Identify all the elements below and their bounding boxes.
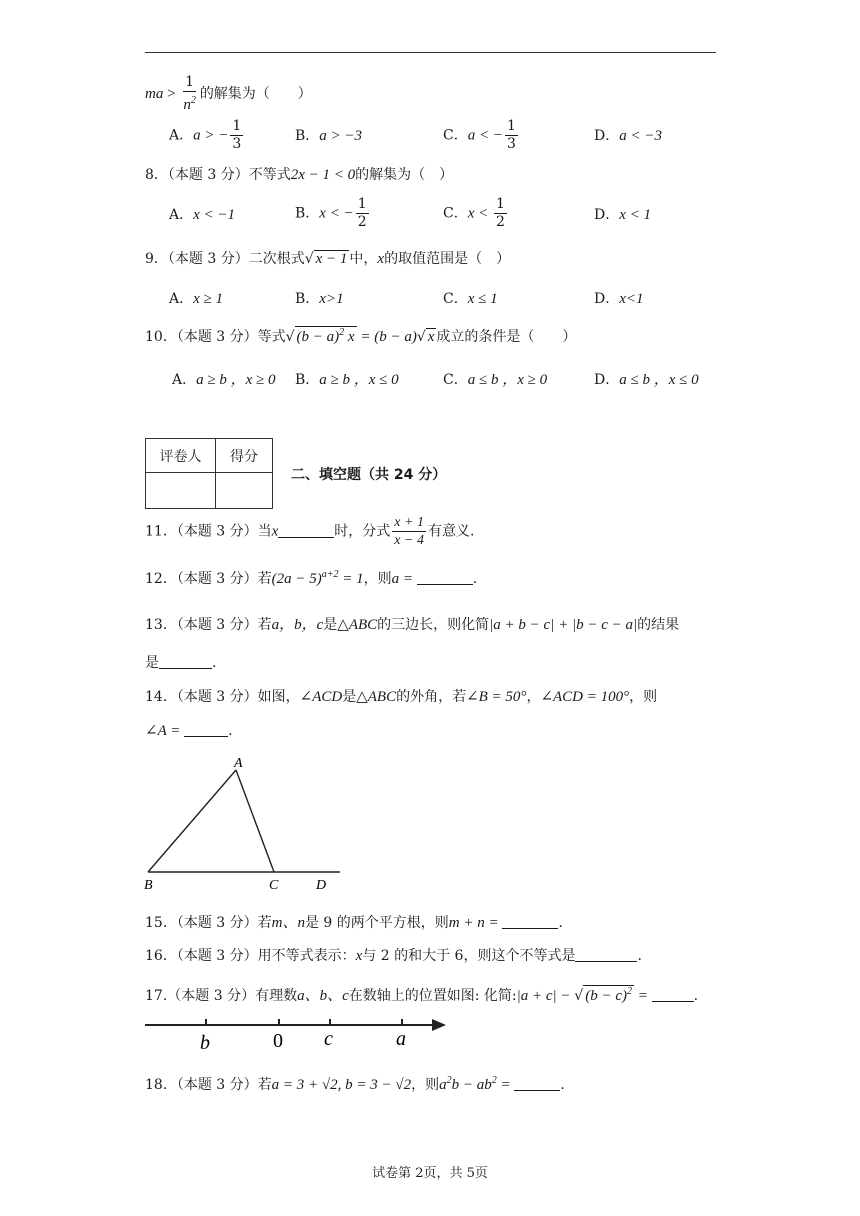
q15-stem: 15．（本题 3 分）若m、n是 9 的两个平方根，则m + n = . <box>145 915 563 931</box>
q8-choice-c[interactable]: C．x < $\frac{1}{2}$ <box>443 196 505 230</box>
q18-answer-blank[interactable] <box>514 1076 560 1091</box>
page-footer: 试卷第 2页，共 5页 <box>372 1166 488 1181</box>
q12-answer-blank[interactable] <box>417 570 473 585</box>
score-table-score-cell[interactable] <box>216 473 273 509</box>
q13-answer-blank[interactable] <box>159 654 212 669</box>
label-d: D <box>316 878 327 893</box>
q17-stem: 17.（本题 3 分）有理数a、b、c在数轴上的位置如图: 化简:|a + c| − √ $(b - c)^2$ = . <box>145 986 699 1004</box>
q7-choice-d[interactable]: D．a < −3 <box>594 128 662 144</box>
q16-stem: 16．（本题 3 分）用不等式表示：x与 2 的和大于 6，则这个不等式是 . <box>145 948 642 964</box>
q15-answer-blank[interactable] <box>502 914 558 929</box>
q17-answer-blank[interactable] <box>652 987 694 1002</box>
q10-choice-d[interactable]: D．a ≤ b ，x ≤ 0 <box>594 372 699 388</box>
q10-choice-a[interactable]: A．a ≥ b ，x ≥ 0 <box>172 372 276 388</box>
score-table <box>145 438 273 509</box>
side-ab <box>148 770 236 872</box>
triangle-figure <box>140 750 350 895</box>
q10-choice-c[interactable]: C．a ≤ b ，x ≥ 0 <box>443 372 548 388</box>
q9-stem: 9．（本题 3 分）二次根式√ x − 1 中，x的取值范围是（ ） <box>145 251 511 267</box>
axis-arrow-icon <box>432 1019 446 1031</box>
label-b: B <box>144 878 153 893</box>
q14-line2: ∠A = . <box>145 723 233 739</box>
q8-choice-a[interactable]: A．x < −1 <box>169 207 236 223</box>
q11-stem: 11．（本题 3 分）当x 时，分式 $\frac{x + 1}{x - 4}$ 有意义. <box>145 515 475 548</box>
axis-label-a: a <box>396 1028 406 1050</box>
q7-choice-a[interactable]: A．a > − $\frac{1}{3}$ <box>169 118 242 152</box>
q10-stem: 10．（本题 3 分）等式√ $(b - a)^2$ x = (b − a)√ x 成立的条件是（ ） <box>145 327 577 345</box>
axis-label-c: c <box>324 1028 333 1050</box>
q9-choice-c[interactable]: C．x ≤ 1 <box>443 291 498 307</box>
section-title: 二、填空题（共 24 分） <box>291 467 447 483</box>
q11-answer-blank[interactable] <box>278 523 334 538</box>
q14-answer-blank[interactable] <box>184 722 228 737</box>
axis-label-b: b <box>200 1032 210 1054</box>
q14-stem: 14．（本题 3 分）如图，∠ACD是△ABC的外角，若∠B = 50°，∠ACD = 100°，则 <box>145 689 658 705</box>
axis-label-0: 0 <box>273 1030 283 1052</box>
score-table-grader-header: 评卷人 <box>146 439 216 473</box>
q9-choice-b[interactable]: B．x>1 <box>295 291 344 307</box>
q8-choice-b[interactable]: B．x < − $\frac{1}{2}$ <box>295 196 367 230</box>
q9-choice-d[interactable]: D．x<1 <box>594 291 644 307</box>
q7-stem: ma > $\frac{1}{n^2}$ 的解集为（ ） <box>145 74 312 113</box>
q7-choice-c[interactable]: C．a < − $\frac{1}{3}$ <box>443 118 516 152</box>
q10-choice-b[interactable]: B．a ≥ b ，x ≤ 0 <box>295 372 399 388</box>
q9-choice-a[interactable]: A．x ≥ 1 <box>169 291 224 307</box>
q16-answer-blank[interactable] <box>575 947 637 962</box>
q7-fraction: $\frac{1}{n^2}$ <box>183 74 196 113</box>
q8-choice-d[interactable]: D．x < 1 <box>594 207 652 223</box>
q8-stem: 8．（本题 3 分）不等式2x − 1 < 0的解集为（ ） <box>145 167 454 183</box>
q13-stem: 13．（本题 3 分）若a，b，c是△ABC的三边长，则化简|a + b − c| + |b − c − a|的结果 <box>145 617 680 633</box>
score-table-score-header: 得分 <box>216 439 273 473</box>
score-table-grader-cell[interactable] <box>146 473 216 509</box>
q18-stem: 18．（本题 3 分）若a = 3 + √2, b = 3 − √2，则$a^2b - ab^2$ = . <box>145 1075 565 1093</box>
q12-stem: 12．（本题 3 分）若$(2a - 5)^{a+2} = 1$，则a = . <box>145 569 478 587</box>
q7-var: ma <box>145 86 164 102</box>
q13-line2: 是 . <box>145 655 217 671</box>
side-ac <box>236 770 274 872</box>
number-line <box>140 1010 455 1060</box>
header-rule <box>145 52 716 53</box>
q7-choice-b[interactable]: B．a > −3 <box>295 128 363 144</box>
label-c: C <box>269 878 279 893</box>
label-a: A <box>234 756 243 771</box>
